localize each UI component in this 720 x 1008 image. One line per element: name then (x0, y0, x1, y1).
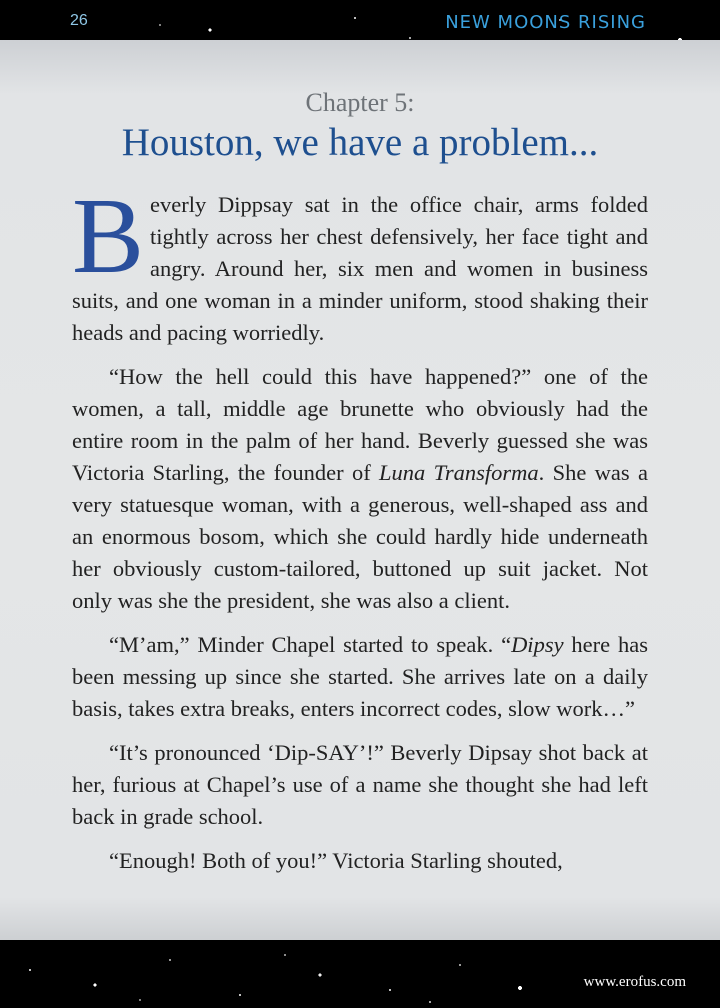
chapter-label: Chapter 5: (305, 88, 415, 117)
paragraph-text: “It’s pronounced ‘Dip-SAY’!” Beverly Dipsay shot back at her, furious at Chapel’s use of a name she thought she had left back in grade school. (72, 740, 648, 829)
page-number: 26 (70, 12, 88, 29)
paragraph-text: . She was a very statuesque woman, with a generous, well-shaped ass and an enormous bosom, which she could hardly hide underneath her obviously custom-tailored, buttoned up suit jacket. Not only was she the president, she was also a client. (72, 460, 648, 613)
paragraph-text: “M’am,” Minder Chapel started to speak. “ (109, 632, 512, 657)
italic-nickname: Dipsy (511, 632, 564, 657)
paragraph (72, 845, 648, 877)
paragraph (72, 361, 648, 617)
chapter-title: Houston, we have a problem... (121, 121, 599, 164)
paragraph-text: here has been messing up since she started. She arrives late on a daily basis, takes extra breaks, enters incorrect codes, slow work…” (72, 632, 648, 721)
paragraph (72, 737, 648, 833)
paragraph-text: “Enough! Both of you!” Victoria Starling shouted, (109, 848, 563, 873)
running-book-title: NEW MOONS RISING (445, 12, 646, 33)
running-header (0, 0, 720, 40)
drop-cap: B (72, 177, 145, 296)
paragraph (72, 177, 648, 349)
site-watermark: www.erofus.com (583, 974, 686, 990)
paragraph (72, 629, 648, 725)
italic-book-title: Luna Transforma (379, 460, 539, 485)
paragraph-text: everly Dippsay sat in the office chair, arms folded tightly across her chest defensively, her face tight and angry. Around her, six men and women in business suits, and one woman in a minder uniform, stood shaking their heads and pacing worriedly. (72, 192, 648, 345)
paragraph-text: “How the hell could this have happened?” one of the women, a tall, middle age brunette who obviously had the entire room in the palm of her hand. Beverly guessed she was Victoria Starling, the founder of (72, 364, 648, 485)
chapter-body (72, 177, 648, 889)
